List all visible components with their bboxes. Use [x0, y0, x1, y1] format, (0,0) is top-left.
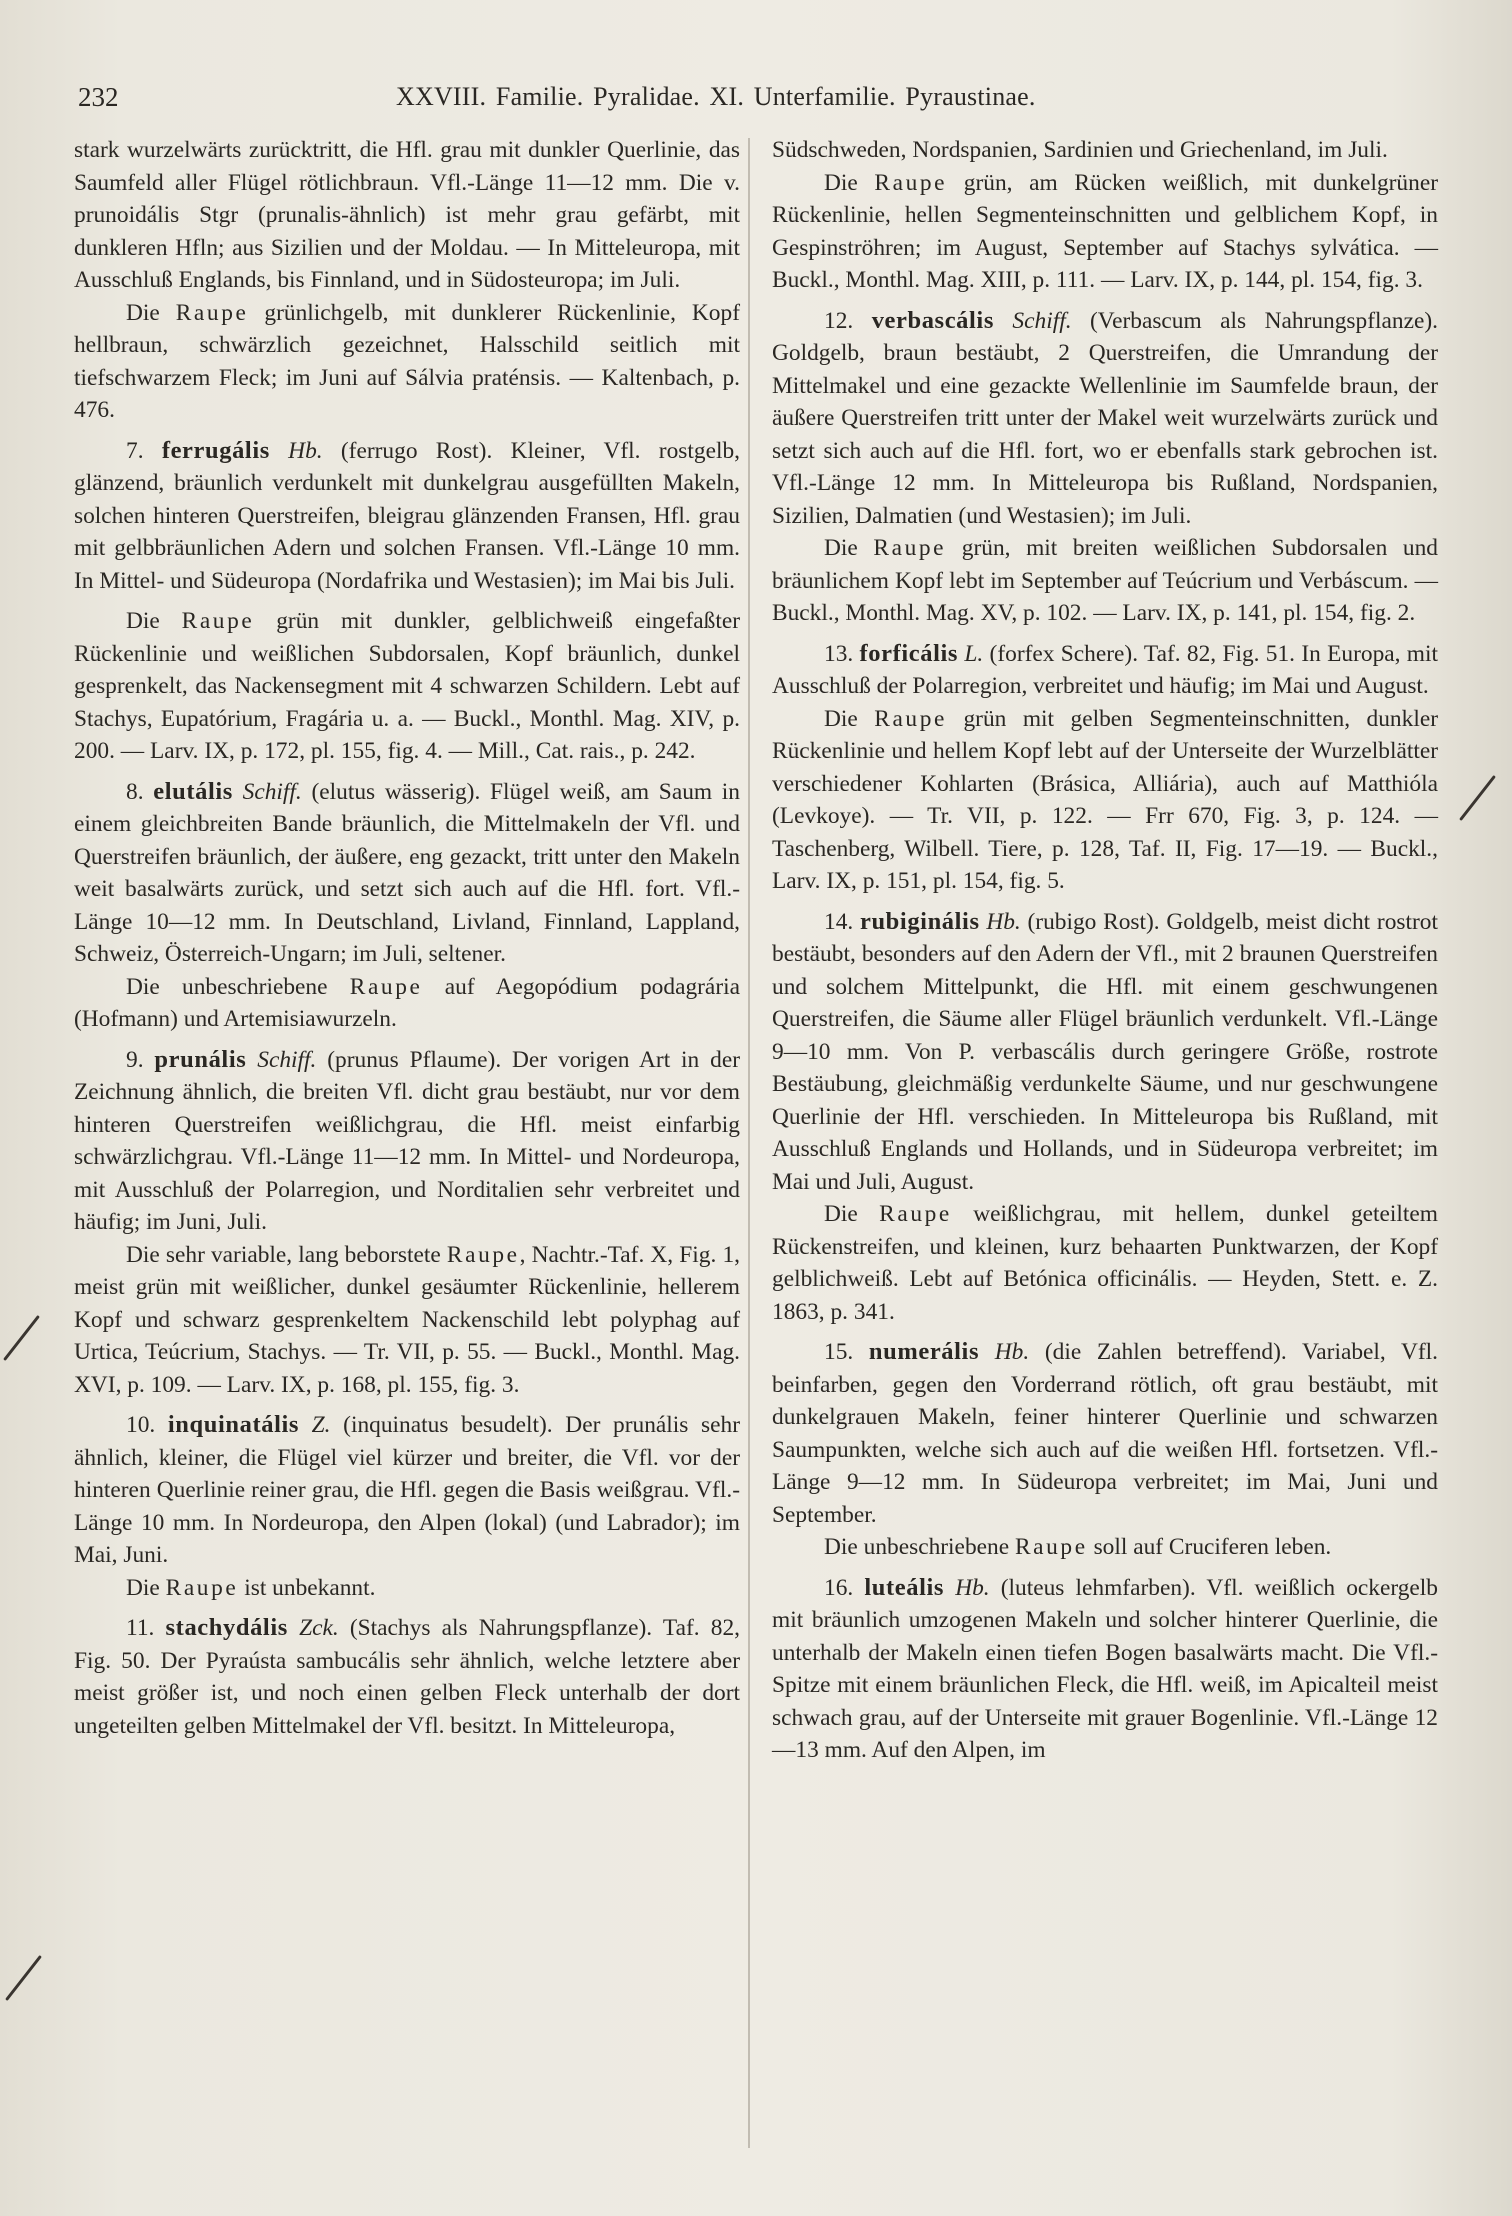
author-abbreviation: Hb. — [994, 1339, 1030, 1365]
species-name: verbascális — [871, 306, 994, 334]
paragraph: Die Raupe grünlichgelb, mit dunklerer Rückenlinie, Kopf hellbraun, schwärzlich gezeichnet, Halsschild seitlich mit tiefschwarzem Fleck; im Juni auf Sálvia praténsis. — Kaltenbach, p. 476. — [74, 299, 740, 423]
species-entry: 8. elutális Schiff. (elutus wässerig). Flügel weiß, am Saum in einem gleichbreiten Bande bräunlich, die Mittelmakeln der Vfl. und Querstreifen bräunlich, der äußere, eng gezackt, tritt unter den Makeln weit basalwärts zurück, und setzt sich auch auf die Hfl. fort. Vfl.-Länge 10—12 mm. In Deutschland, Livland, Finnland, Lappland, Schweiz, Österreich-Ungarn; im Juli, seltener. — [74, 777, 740, 967]
page-number: 232 — [78, 82, 119, 112]
paragraph: Die Raupe grün, mit breiten weißlichen Subdorsalen und bräunlichem Kopf lebt im September auf Teúcrium und Verbáscum. — Buckl., Monthl. Mag. XV, p. 102. — Larv. IX, p. 141, pl. 154, fig. 2. — [772, 535, 1438, 626]
paragraph: Südschweden, Nordspanien, Sardinien und Griechenland, im Juli. — [772, 137, 1388, 163]
species-entry: 10. inquinatális Z. (inquinatus besudelt). Der prunális sehr ähnlich, kleiner, die Flügel viel kürzer und breiter, die Vfl. vor der hinteren Querlinie reiner grau, die Hfl. gegen die Basis weißgrau. Vfl.-Länge 10 mm. In Nordeuropa, den Alpen (lokal) (und Labrador); im Mai, Juni. — [74, 1411, 740, 1568]
author-abbreviation: Schiff. — [257, 1046, 317, 1073]
spaced-term: Raupe — [165, 1574, 239, 1601]
paragraph: Die Raupe weißlichgrau, mit hellem, dunkel geteiltem Rückenstreifen, und kleinen, kurz behaarten Punktwarzen, der Kopf gelblichweiß. Lebt auf Betónica officinális. — Heyden, Stett. e. Z. 1863, p. 341. — [772, 1201, 1439, 1325]
spaced-term: Raupe — [874, 169, 948, 196]
spaced-term: Raupe — [873, 535, 947, 561]
species-entry: 12. verbascális Schiff. (Verbascum als Nahrungspflanze). Goldgelb, braun bestäubt, 2 Querstreifen, die Umrandung der Mittelmakel und eine gezackte Wellenlinie im Saumfelde braun, der äußere Querstreifen tritt unter der Makel weit wurzelwärts zurück und setzt sich auch auf die Hfl. fort, wo er ebenfalls stark gebrochen ist. Vfl.-Länge 12 mm. In Mitteleuropa bis Rußland, Nordspanien, Sizilien, Dalmatien (und Westasien); im Juli. — [772, 306, 1438, 529]
spaced-term: Raupe — [874, 705, 948, 732]
author-abbreviation: L. — [964, 640, 984, 667]
paragraph: stark wurzelwärts zurücktritt, die Hfl. grau mit dunkler Querlinie, das Saumfeld aller Flügel rötlichbraun. Vfl.-Länge 11—12 mm. Die v. prunoidális Stgr (prunalis-ähnlich) ist mehr grau gefärbt, mit dunkleren Hfln; aus Sizilien und der Moldau. — In Mitteleuropa, mit Ausschluß Englands, bis Finnland, und in Südosteuropa; im Juli. — [74, 137, 740, 293]
pencil-tick-mark — [5, 1955, 42, 2001]
paragraph: Die unbeschriebene Raupe soll auf Cruciferen leben. — [824, 1534, 1332, 1560]
spaced-term: Raupe — [175, 299, 249, 326]
pencil-tick-mark — [1459, 775, 1496, 821]
author-abbreviation: Zck. — [299, 1615, 339, 1641]
species-name: forficális — [859, 639, 959, 667]
spaced-term: Raupe — [349, 973, 423, 1000]
species-entry: 16. luteális Hb. (luteus lehmfarben). Vfl. weißlich ockergelb mit bräunlich umzogenen Makeln und solcher hinterer Querlinie, die unterhalb der Makeln einen tiefen Bogen basalwärts macht. Die Vfl.-Spitze mit einem bräunlichen Fleck, die Hfl. weiß, im Apicalteil meist schwach grau, auf der Unterseite mit grauer Bogenlinie. Vfl.-Länge 12—13 mm. Auf den Alpen, im — [772, 1573, 1438, 1763]
species-entry: 14. rubiginális Hb. (rubigo Rost). Goldgelb, meist dicht rostrot bestäubt, besonders auf den Adern der Vfl., mit 2 braunen Querstreifen und solchem Mittelpunkt, die Hfl. mit einem geschwungenen Querstreifen, die Säume aller Flügel bräunlich verdunkelt. Vfl.-Länge 9—10 mm. Von P. verbascális durch geringere Größe, rostrote Bestäubung, gleichmäßig verdunkelte Säume, und nur geschwungene Querlinie der Hfl. verschieden. In Mitteleuropa bis Rußland, mit Ausschluß Englands und Hollands, und in Südeuropa verbreitet; im Mai und Juli, August. — [772, 907, 1438, 1195]
author-abbreviation: Z. — [311, 1412, 331, 1438]
species-name: elutális — [153, 777, 233, 805]
species-name: luteális — [864, 1573, 945, 1601]
species-name: prunális — [154, 1045, 247, 1073]
paragraph: Die Raupe grün mit gelben Segmenteinschnitten, dunkler Rückenlinie und hellem Kopf lebt auf der Unterseite der Wurzelblätter verschiedener Kohlarten (Brásica, Alliária), auch auf Matthióla (Levkoye). — Tr. VII, p. 122. — Frr 670, Fig. 3, p. 124. — Taschenberg, Wilbell. Tiere, p. 128, Taf. II, Fig. 17—19. — Buckl., Larv. IX, p. 151, pl. 154, fig. 5. — [772, 705, 1438, 894]
paragraph: Die unbeschriebene Raupe auf Aegopódium podagrária (Hofmann) und Artemisiawurzeln. — [74, 973, 740, 1032]
author-abbreviation: Hb. — [986, 908, 1021, 935]
spaced-term: Raupe — [1014, 1534, 1088, 1560]
spaced-term: Raupe — [879, 1201, 952, 1227]
spaced-term: Raupe — [181, 608, 255, 634]
spaced-term: Raupe — [446, 1241, 520, 1268]
paragraph: Die Raupe ist unbekannt. — [126, 1574, 376, 1601]
species-name: rubiginális — [859, 907, 980, 935]
species-name: numerális — [868, 1338, 980, 1365]
author-abbreviation: Hb. — [955, 1574, 990, 1601]
species-entry: 9. prunális Schiff. (prunus Pflaume). Der vorigen Art in der Zeichnung ähnlich, die breiten Vfl. dicht grau bestäubt, nur vor dem hinteren Querstreifen weißlichgrau, die Hfl. meist einfarbig schwärzlichgrau. Vfl.-Länge 11—12 mm. In Mittel- und Nordeuropa, mit Ausschluß der Polarregion, und Norditalien sehr verbreitet und häufig; im Juni, Juli. — [74, 1045, 740, 1235]
author-abbreviation: Hb. — [288, 437, 323, 464]
species-entry: 15. numerális Hb. (die Zahlen betreffend). Variabel, Vfl. beinfarben, gegen den Vorderrand rötlich, oft grau bestäubt, mit dunkelgrauen Makeln, feiner hinterer Querlinie und schwarzen Saumpunkten, welche sich auch auf die weißen Hfl. fortsetzen. Vfl.-Länge 9—12 mm. In Südeuropa verbreitet; im Mai, Juni und September. — [772, 1338, 1438, 1528]
species-name: ferrugális — [161, 436, 270, 464]
species-entry: 13. forficális L. (forfex Schere). Taf. 82, Fig. 51. In Europa, mit Ausschluß der Polarregion, verbreitet und häufig; im Mai und August. — [772, 639, 1438, 699]
author-abbreviation: Schiff. — [1012, 307, 1072, 334]
right-column — [772, 134, 1438, 1767]
paragraph: Die sehr variable, lang beborstete Raupe, Nachtr.-Taf. X, Fig. 1, meist grün mit weißlicher, dunkel gesäumter Rückenlinie, hellerem Kopf und schwarz gesprenkeltem Nackenschild lebt polyphag auf Urtica, Teúcrium, Stachys. — Tr. VII, p. 55. — Buckl., Monthl. Mag. XVI, p. 109. — Larv. IX, p. 168, pl. 155, fig. 3. — [74, 1241, 740, 1398]
pencil-tick-mark — [3, 1315, 40, 1361]
species-entry: 7. ferrugális Hb. (ferrugo Rost). Kleiner, Vfl. rostgelb, glänzend, bräunlich verdunkelt mit dunkelgrau ausgefüllten Makeln, solchen hinteren Querstreifen, bleigrau glänzenden Fransen, Hfl. grau mit gelbbräunlichen Adern und solchen Fransen. Vfl.-Länge 10 mm. In Mittel- und Südeuropa (Nordafrika und Westasien); im Mai bis Juli. — [74, 436, 740, 594]
species-entry: 11. stachydális Zck. (Stachys als Nahrungspflanze). Taf. 82, Fig. 50. Der Pyraústa sambucális sehr ähnlich, welche letztere aber meist größer ist, und noch einen gelben Fleck unterhalb der dort ungeteilten gelben Mittelmakel der Vfl. besitzt. In Mitteleuropa, — [74, 1614, 740, 1739]
column-divider — [748, 138, 750, 2148]
page-header — [78, 82, 1458, 122]
paragraph: Die Raupe grün, am Rücken weißlich, mit dunkelgrüner Rückenlinie, hellen Segmenteinschnitten und gelblichem Kopf, in Gespinströhren; im August, September auf Stachys sylvática. — Buckl., Monthl. Mag. XIII, p. 111. — Larv. IX, p. 144, pl. 154, fig. 3. — [772, 169, 1438, 293]
paragraph: Die Raupe grün mit dunkler, gelblichweiß eingefaßter Rückenlinie und weißlichen Subdorsalen, Kopf bräunlich, dunkel gesprenkelt, das Nackensegment mit 4 schwarzen Schildern. Lebt auf Stachys, Eupatórium, Fragária u. a. — Buckl., Monthl. Mag. XIV, p. 200. — Larv. IX, p. 172, pl. 155, fig. 4. — Mill., Cat. rais., p. 242. — [74, 608, 741, 764]
left-column — [74, 134, 740, 1742]
species-name: stachydális — [165, 1614, 288, 1641]
author-abbreviation: Schiff. — [242, 778, 302, 805]
running-title: XXVIII. Familie. Pyralidae. XI. Unterfamilie. Pyraustinae. — [396, 82, 1036, 111]
species-name: inquinatális — [167, 1411, 300, 1438]
